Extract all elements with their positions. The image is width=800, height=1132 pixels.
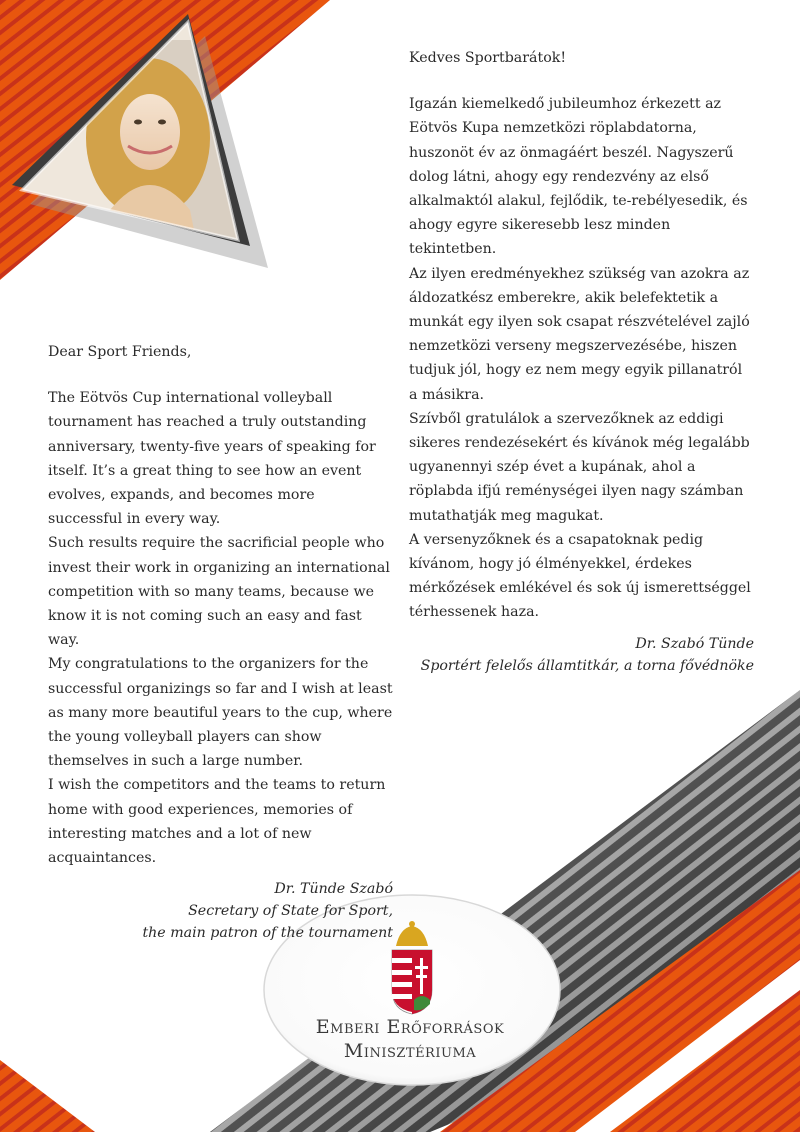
signature-title-line-2: the main patron of the tournament: [142, 925, 393, 942]
english-paragraph: Such results require the sacrificial people who invest their work in organizing an international competition with so many teams, because we know it is not coming such an easy and fast way.: [48, 535, 390, 649]
hungarian-paragraph: A versenyzőknek és a csapatoknak pedig kívánom, hogy jó élményekkel, érdekes mérkőzések emlékével és sok új ismerettséggel térhessenek haza.: [409, 531, 751, 621]
ministry-logo-text: [290, 1015, 530, 1063]
hungarian-paragraph: Az ilyen eredményekhez szükség van azokra az áldozatkész emberekre, akik belefektetik a munkát egy ilyen sok csapat részvételével zajló nemzetközi verseny megszervezésébe, hiszen tudjuk jól, hogy ez nem megy egyik pillanatról a másikra.: [409, 265, 750, 403]
signature-name: Dr. Szabó Tünde: [635, 635, 754, 652]
english-paragraph: The Eötvös Cup international volleyball tournament has reached a truly outstanding anniversary, twenty-five years of speaking for itself. It’s a great thing to see how an event evolves, expands, and becomes more successful in every way.: [48, 390, 376, 528]
english-letter: [48, 340, 393, 944]
hungarian-paragraph: Igazán kiemelkedő jubileumhoz érkezett az Eötvös Kupa nemzetközi röplabdatorna, huszonöt év az önmagáért beszél. Nagyszerű dolog látni, ahogy egy rendezvény az első alkalmaktól alakul, fejlődik, te-rebélyesedik, és ahogy egyre sikeresebb lesz minden tekintetben.: [409, 96, 748, 258]
english-greeting: Dear Sport Friends,: [48, 344, 192, 360]
hungarian-signature: [409, 633, 754, 677]
signature-title-line-1: Secretary of State for Sport,: [188, 903, 393, 920]
hungarian-letter: [409, 46, 754, 677]
hungarian-paragraph: Szívből gratulálok a szervezőknek az eddigi sikeres rendezésekért és kívánok még legalább ugyanennyi szép évet a kupának, ahol a röplabda ifjú reménységei ilyen nagy számban mutathatják meg magukat.: [409, 410, 750, 524]
english-signature: [48, 878, 393, 944]
english-paragraph: I wish the competitors and the teams to return home with good experiences, memories of interesting matches and a lot of new acquaintances.: [48, 777, 386, 867]
english-paragraph: My congratulations to the organizers for the successful organizings so far and I wish at least as many more beautiful years to the cup, where the young volleyball players can show themselves in such a large number.: [48, 656, 393, 770]
signature-title: Sportért felelős államtitkár, a torna fővédnöke: [420, 657, 754, 674]
hungarian-greeting: Kedves Sportbarátok!: [409, 50, 567, 66]
signature-name: Dr. Tünde Szabó: [274, 881, 393, 898]
ministry-name-line-1: Emberi Erőforrások: [315, 1016, 505, 1038]
ministry-name-line-2: Minisztériuma: [343, 1040, 477, 1062]
